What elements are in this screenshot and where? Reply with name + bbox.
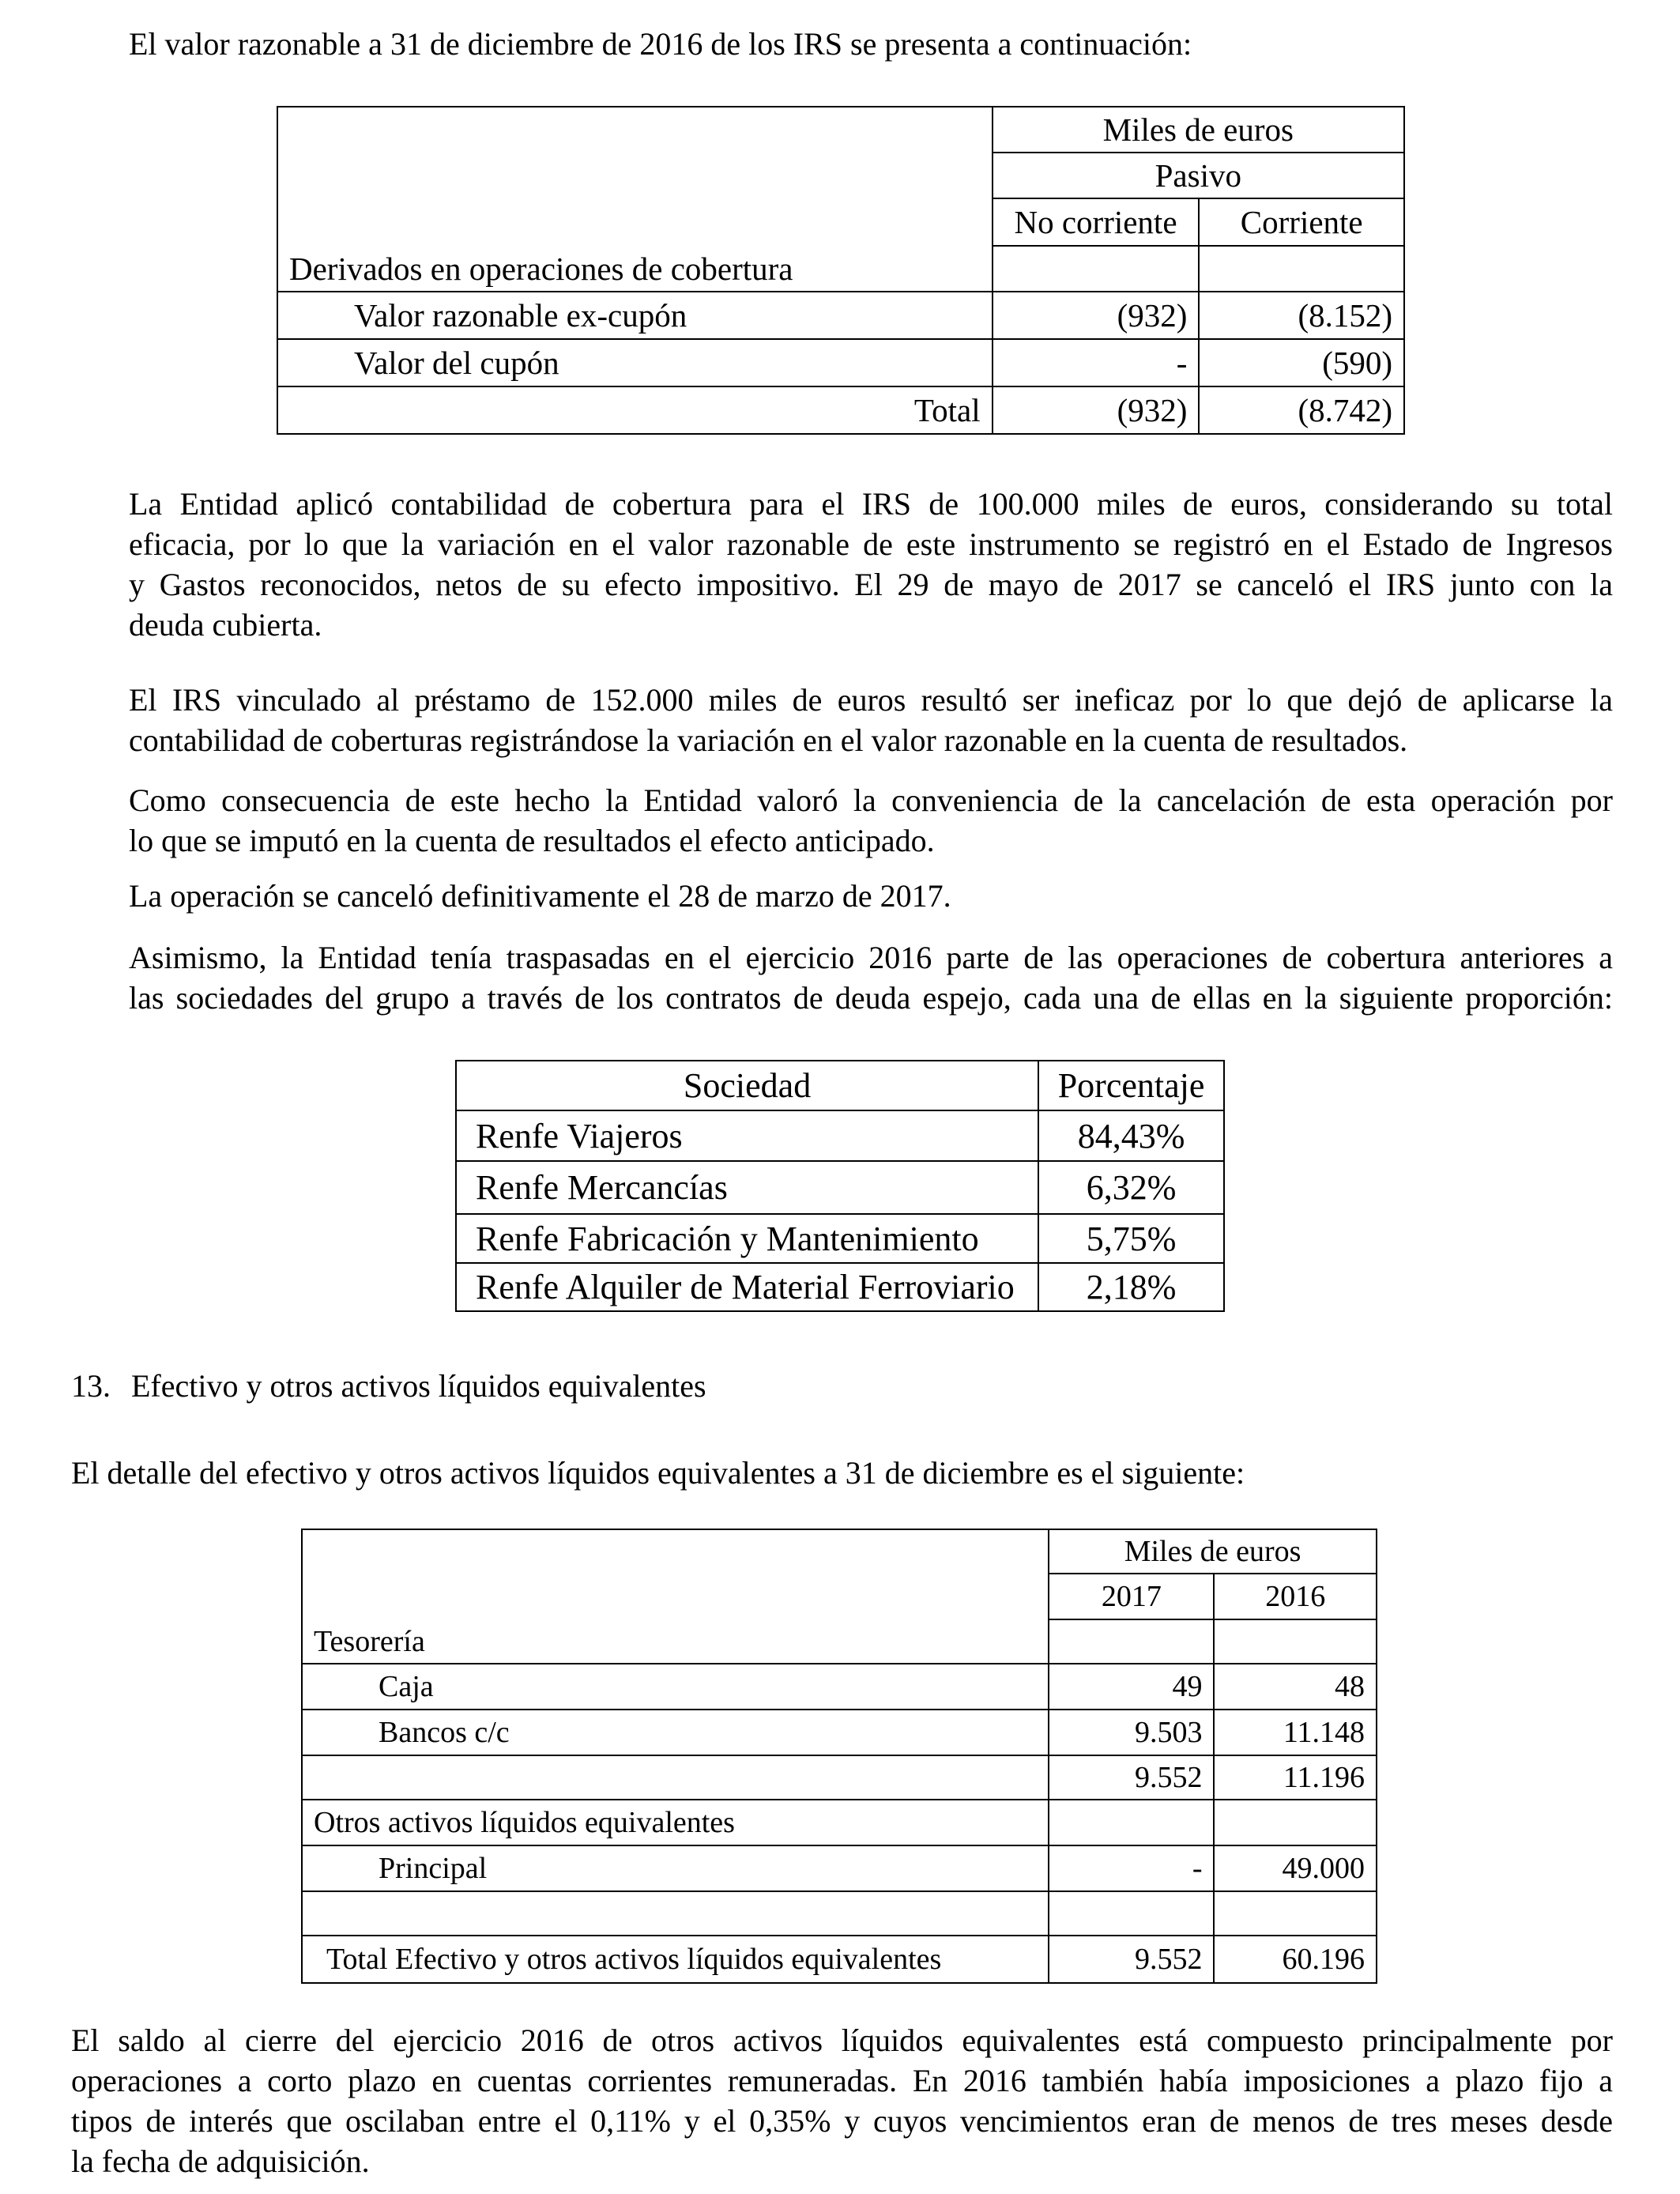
cash-principal-label: Principal xyxy=(302,1845,1049,1891)
table-row xyxy=(277,386,1404,434)
cash-header-blank xyxy=(302,1529,1049,1619)
text-line: contabilidad de coberturas registrándose la variación en el valor razonable en la cuenta de resultados. xyxy=(129,722,1408,758)
section-heading xyxy=(71,1366,706,1406)
cash-total-2016: 60.196 xyxy=(1214,1936,1377,1983)
paragraph-traspaso xyxy=(129,937,1613,1018)
cash-caja-label: Caja xyxy=(302,1664,1049,1710)
intro-text: El valor razonable a 31 de diciembre de 2016 de los IRS se presenta a continuación: xyxy=(129,26,1192,62)
irs-total-no-corriente: (932) xyxy=(993,386,1200,434)
irs-row-no-corriente: - xyxy=(993,339,1200,386)
irs-total-corriente: (8.742) xyxy=(1199,386,1404,434)
cash-bancos-2017: 9.503 xyxy=(1049,1710,1214,1755)
text-line: operaciones a corto plazo en cuentas corrientes remuneradas. En 2016 también había imposiciones a plazo fijo a xyxy=(71,2063,1613,2098)
cash-otros-label: Otros activos líquidos equivalentes xyxy=(302,1800,1049,1845)
soc-name: Renfe Fabricación y Mantenimiento xyxy=(456,1214,1038,1263)
soc-header-porcentaje: Porcentaje xyxy=(1038,1061,1224,1110)
cash-empty-cell xyxy=(1214,1800,1377,1845)
cash-equivalents-table xyxy=(301,1529,1377,1984)
text-line: eficacia, por lo que la variación en el valor razonable de este instrumento se registró en el Estado de Ingresos xyxy=(129,526,1613,562)
irs-section-label: Derivados en operaciones de cobertura xyxy=(277,246,993,292)
cash-bancos-2016: 11.148 xyxy=(1214,1710,1377,1755)
table-row xyxy=(302,1664,1377,1710)
cash-caja-2017: 49 xyxy=(1049,1664,1214,1710)
cash-empty-cell xyxy=(1049,1619,1214,1664)
text-line: Asimismo, la Entidad tenía traspasadas en el ejercicio 2016 parte de las operaciones de cobertura anteriores a xyxy=(129,940,1613,975)
text-line: Como consecuencia de este hecho la Entidad valoró la conveniencia de la cancelación de esta operación por xyxy=(129,782,1613,818)
soc-pct: 5,75% xyxy=(1038,1214,1224,1263)
irs-col-corriente: Corriente xyxy=(1199,198,1404,246)
section-title: Efectivo y otros activos líquidos equivalentes xyxy=(131,1368,706,1404)
table-row xyxy=(456,1110,1224,1161)
cash-empty-cell xyxy=(302,1891,1049,1936)
cash-subtotal-2017: 9.552 xyxy=(1049,1755,1214,1800)
cash-empty-cell xyxy=(1049,1891,1214,1936)
soc-pct: 84,43% xyxy=(1038,1110,1224,1161)
cash-principal-2017: - xyxy=(1049,1845,1214,1891)
cash-col-2017: 2017 xyxy=(1049,1574,1214,1619)
irs-row-no-corriente: (932) xyxy=(993,292,1200,339)
irs-header-units: Miles de euros xyxy=(993,107,1404,153)
irs-row-corriente: (8.152) xyxy=(1199,292,1404,339)
soc-name: Renfe Alquiler de Material Ferroviario xyxy=(456,1263,1038,1311)
text-line: tipos de interés que oscilaban entre el 0,11% y el 0,35% y cuyos vencimientos eran de menos de tres meses desde xyxy=(71,2103,1613,2139)
sociedad-percentage-table xyxy=(455,1060,1225,1312)
table-row xyxy=(302,1845,1377,1891)
table-row xyxy=(456,1214,1224,1263)
cash-subtotal-label xyxy=(302,1755,1049,1800)
table-row xyxy=(456,1263,1224,1311)
table-row xyxy=(277,292,1404,339)
irs-header-group: Pasivo xyxy=(993,153,1404,198)
irs-row-corriente: (590) xyxy=(1199,339,1404,386)
irs-section-v1 xyxy=(993,246,1200,292)
text-line: El IRS vinculado al préstamo de 152.000 miles de euros resultó ser ineficaz por lo que dejó de aplicarse la xyxy=(129,682,1613,718)
text-line: y Gastos reconocidos, netos de su efecto impositivo. El 29 de mayo de 2017 se canceló el IRS junto con la xyxy=(129,567,1613,602)
irs-row-label: Valor del cupón xyxy=(277,339,993,386)
irs-fair-value-table xyxy=(277,106,1405,435)
irs-total-label: Total xyxy=(277,386,993,434)
paragraph-cancelacion: La operación se canceló definitivamente el 28 de marzo de 2017. xyxy=(129,878,951,914)
table-row xyxy=(302,1755,1377,1800)
cash-caja-2016: 48 xyxy=(1214,1664,1377,1710)
cash-tesoreria-label: Tesorería xyxy=(302,1619,1049,1664)
text-line: las sociedades del grupo a través de los contratos de deuda espejo, cada una de ellas en la siguiente proporción: xyxy=(129,980,1613,1016)
text-line: El saldo al cierre del ejercicio 2016 de otros activos líquidos equivalentes está compuesto principalmente por xyxy=(71,2022,1613,2058)
paragraph-saldo xyxy=(71,2020,1613,2181)
text-line: La Entidad aplicó contabilidad de cobertura para el IRS de 100.000 miles de euros, considerando su total xyxy=(129,486,1613,522)
cash-empty-cell xyxy=(1049,1800,1214,1845)
irs-row-label: Valor razonable ex-cupón xyxy=(277,292,993,339)
soc-name: Renfe Viajeros xyxy=(456,1110,1038,1161)
irs-section-v2 xyxy=(1199,246,1404,292)
cash-empty-cell xyxy=(1214,1891,1377,1936)
text-line: lo que se imputó en la cuenta de resultados el efecto anticipado. xyxy=(129,823,935,858)
cash-subtotal-2016: 11.196 xyxy=(1214,1755,1377,1800)
paragraph-cobertura xyxy=(129,484,1613,645)
paragraph-consecuencia xyxy=(129,780,1613,861)
text-line: deuda cubierta. xyxy=(129,607,322,643)
cash-col-2016: 2016 xyxy=(1214,1574,1377,1619)
cash-principal-2016: 49.000 xyxy=(1214,1845,1377,1891)
table-row xyxy=(277,339,1404,386)
table-row xyxy=(302,1710,1377,1755)
text-line: la fecha de adquisición. xyxy=(71,2143,370,2179)
irs-col-no-corriente: No corriente xyxy=(993,198,1200,246)
soc-pct: 2,18% xyxy=(1038,1263,1224,1311)
cash-bancos-label: Bancos c/c xyxy=(302,1710,1049,1755)
soc-header-sociedad: Sociedad xyxy=(456,1061,1038,1110)
cash-total-label: Total Efectivo y otros activos líquidos equivalentes xyxy=(302,1936,1049,1983)
soc-name: Renfe Mercancías xyxy=(456,1161,1038,1214)
table-row xyxy=(302,1936,1377,1983)
irs-header-blank xyxy=(277,107,993,246)
cash-empty-cell xyxy=(1214,1619,1377,1664)
cash-intro-text: El detalle del efectivo y otros activos líquidos equivalentes a 31 de diciembre es el siguiente: xyxy=(71,1455,1245,1491)
cash-header-units: Miles de euros xyxy=(1049,1529,1377,1574)
section-number: 13. xyxy=(71,1368,111,1404)
cash-total-2017: 9.552 xyxy=(1049,1936,1214,1983)
soc-pct: 6,32% xyxy=(1038,1161,1224,1214)
paragraph-ineficaz xyxy=(129,680,1613,760)
table-row xyxy=(456,1161,1224,1214)
